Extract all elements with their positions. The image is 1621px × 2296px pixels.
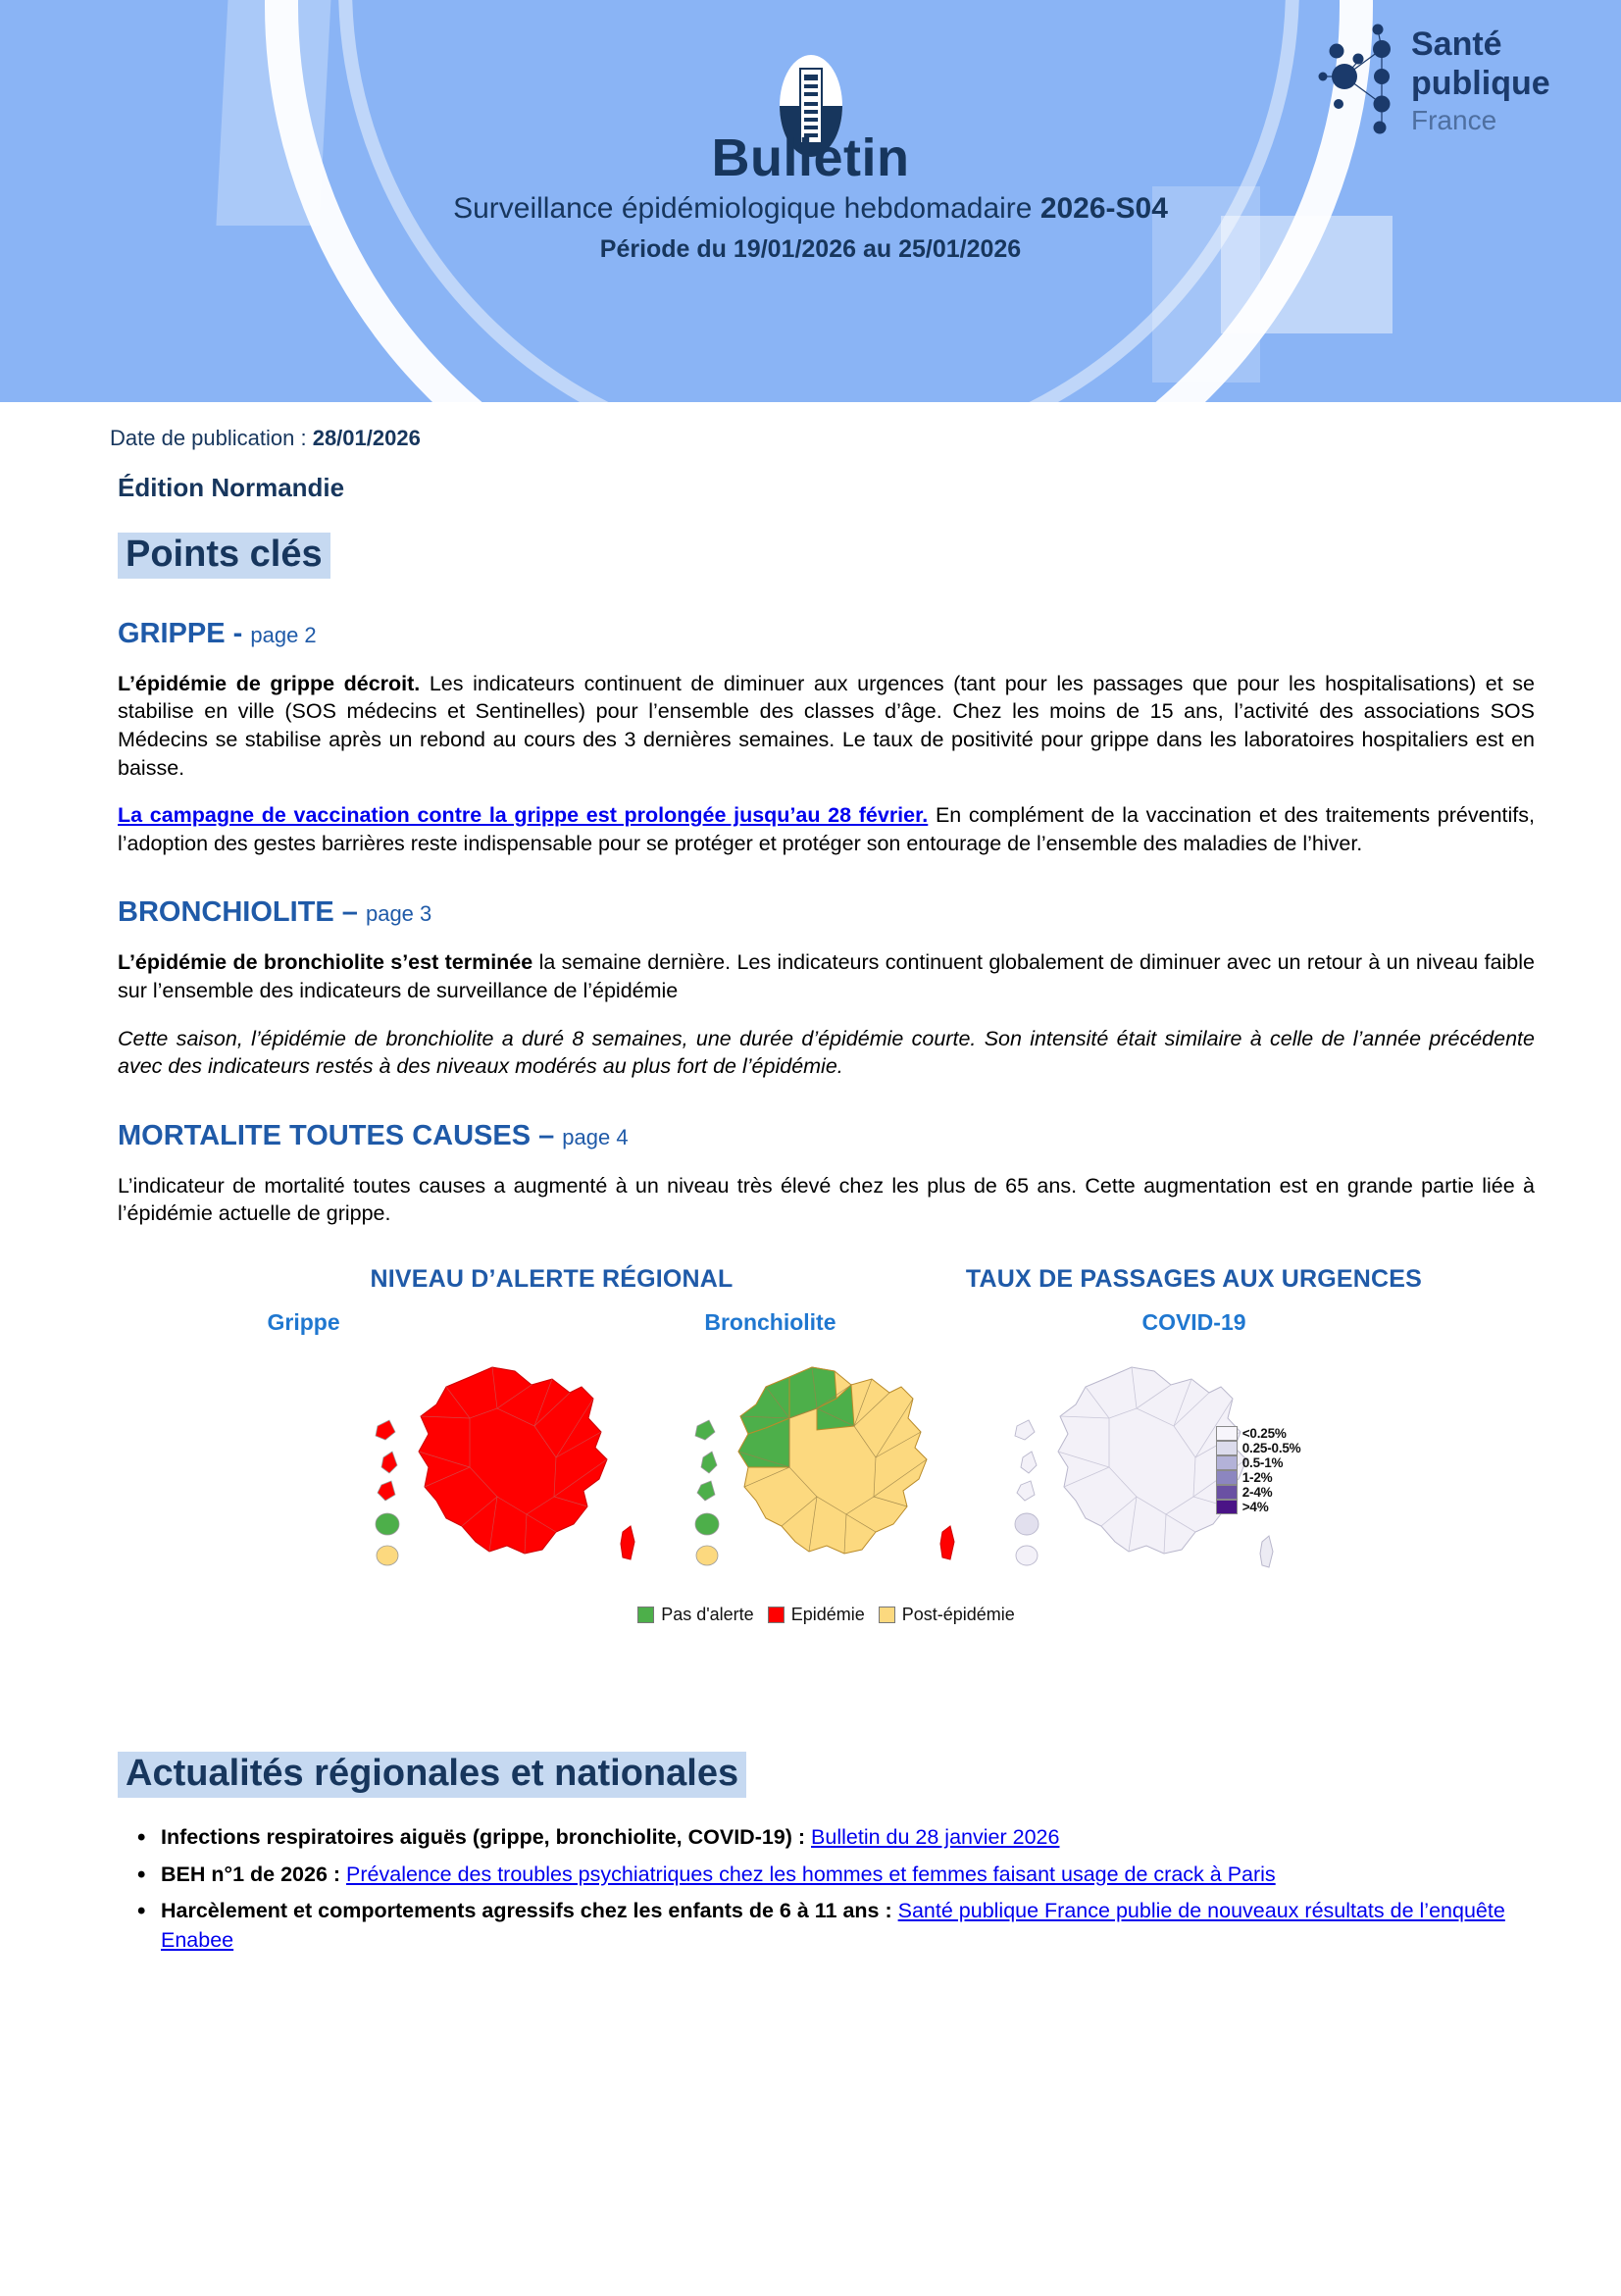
news-item-text: Infections respiratoires aiguës (grippe, bronchiolite, COVID-19) : <box>161 1824 812 1849</box>
bronchiolite-paragraph-2: Cette saison, l’épidémie de bronchiolite a duré 8 semaines, une durée d’épidémie courte. Son intensité était similaire à celle de l’année précédente avec des indicateurs restés à des niveaux modérés au plus fort de l’épidémie. <box>118 1026 1535 1079</box>
news-list <box>110 1823 1543 1956</box>
topic-heading-mortalite-label: MORTALITE TOUTES CAUSES – <box>118 1119 563 1151</box>
topic-heading-grippe-label: GRIPPE - <box>118 617 251 649</box>
maps-title-alert-block <box>228 1265 876 1336</box>
bulletin-subtitle <box>0 192 1621 226</box>
topic-heading-mortalite-page: page 4 <box>562 1124 629 1149</box>
bronchiolite-paragraph-1-lead: L’épidémie de bronchiolite s’est terminée <box>118 950 533 975</box>
list-item <box>110 1897 1543 1955</box>
alert-legend-item <box>637 1605 754 1625</box>
bulletin-period: Période du 19/01/2026 au 25/01/2026 <box>599 235 1022 263</box>
covid-legend-swatch <box>1216 1485 1238 1500</box>
covid-legend-label: 2-4% <box>1241 1485 1273 1501</box>
alert-legend-label: Post-épidémie <box>901 1605 1015 1625</box>
publication-date <box>110 426 1543 451</box>
maps-title-alert: NIVEAU D’ALERTE RÉGIONAL <box>370 1265 734 1294</box>
maps-subtitles-alert <box>228 1294 876 1336</box>
covid-legend-item <box>1216 1485 1301 1500</box>
list-item <box>110 1823 1543 1853</box>
covid-legend-swatch <box>1216 1470 1238 1485</box>
topic-heading-bronchiolite-label: BRONCHIOLITE – <box>118 896 366 929</box>
covid-legend-label: 1-2% <box>1241 1470 1273 1486</box>
vaccination-campaign-link[interactable]: La campagne de vaccination contre la grippe est prolongée jusqu’au 28 février. <box>118 803 929 828</box>
covid-legend-item <box>1216 1455 1301 1470</box>
maps-titles-row <box>110 1265 1543 1336</box>
news-item-link[interactable]: Bulletin du 28 janvier 2026 <box>811 1824 1060 1849</box>
maps-subtitle-grippe: Grippe <box>267 1309 340 1336</box>
topic-heading-grippe <box>118 618 1543 650</box>
alert-legend-swatch-red <box>768 1607 785 1623</box>
alert-legend-label: Epidémie <box>790 1605 865 1625</box>
topic-heading-bronchiolite <box>118 896 1543 929</box>
covid-legend-label: 0.25-0.5% <box>1241 1441 1301 1456</box>
alert-legend-swatch-green <box>637 1607 654 1623</box>
covid-legend-label: >4% <box>1241 1500 1269 1515</box>
map-bronchiolite <box>680 1350 974 1595</box>
covid-legend-swatch <box>1216 1426 1238 1441</box>
news-item-link[interactable]: Prévalence des troubles psychiatriques chez les hommes et femmes faisant usage de crack à Paris <box>346 1862 1276 1886</box>
map-covid <box>999 1350 1301 1595</box>
list-item <box>110 1861 1543 1890</box>
covid-legend-item <box>1216 1426 1301 1441</box>
covid-legend-item <box>1216 1500 1301 1514</box>
covid-legend-label: 0.5-1% <box>1241 1455 1284 1471</box>
header-band-right-decoration <box>1221 216 1393 333</box>
publication-date-value: 28/01/2026 <box>312 426 421 450</box>
covid-legend <box>1216 1426 1301 1514</box>
logo-text-france: France <box>1411 105 1497 135</box>
edition-label: Édition Normandie <box>118 473 345 502</box>
section-heading-actualites: Actualités régionales et nationales <box>118 1752 746 1798</box>
section-heading-points-cles: Points clés <box>118 533 330 579</box>
news-item-text: BEH n°1 de 2026 : <box>161 1862 347 1886</box>
covid-legend-swatch <box>1216 1500 1238 1514</box>
topic-heading-grippe-page: page 2 <box>250 622 317 647</box>
covid-legend-label: <0.25% <box>1241 1426 1287 1442</box>
covid-legend-swatch <box>1216 1441 1238 1455</box>
maps-title-urgences: TAUX DE PASSAGES AUX URGENCES <box>965 1265 1423 1294</box>
grippe-paragraph-2-body: En complément de la vaccination et des traitements préventifs, l’adoption des gestes barrières reste indispensable pour se protéger et protéger son entourage de l’ensemble des maladies de l’hiver. <box>118 803 1535 855</box>
maps-subtitle-bronchiolite: Bronchiolite <box>704 1309 836 1336</box>
news-item-text: Harcèlement et comportements agressifs chez les enfants de 6 à 11 ans : <box>161 1899 898 1923</box>
alert-legend-label: Pas d'alerte <box>661 1605 754 1625</box>
mortalite-paragraph-1: L’indicateur de mortalité toutes causes a augmenté à un niveau très élevé chez les plus de 65 ans. Cette augmentation est en grande partie liée à l’épidémie actuelle de grippe. <box>118 1173 1535 1226</box>
map-grippe <box>360 1350 654 1595</box>
news-item-link[interactable]: Santé publique France publie de nouveaux résultats de l’enquête Enabee <box>161 1899 1505 1952</box>
subtitle-week: 2026-S04 <box>1039 192 1168 225</box>
sante-publique-france-logo <box>1315 18 1580 140</box>
grippe-paragraph-1-lead: L’épidémie de grippe décroit. <box>118 671 421 695</box>
grippe-paragraph-2 <box>118 801 1535 857</box>
covid-legend-swatch <box>1216 1455 1238 1470</box>
covid-legend-item <box>1216 1470 1301 1485</box>
page-header <box>0 0 1621 402</box>
maps-subtitle-covid: COVID-19 <box>1141 1309 1246 1336</box>
covid-legend-item <box>1216 1441 1301 1455</box>
bronchiolite-paragraph-1 <box>118 948 1535 1004</box>
grippe-paragraph-1 <box>118 670 1535 782</box>
alert-legend-item <box>768 1605 865 1625</box>
page-content <box>0 426 1621 1956</box>
logo-text-sante: Santé <box>1411 26 1502 63</box>
bulletin-title: Bulletin <box>711 128 910 187</box>
alert-legend-item <box>879 1605 1015 1625</box>
bronchiolite-paragraph-1-body: la semaine dernière. Les indicateurs continuent globalement de diminuer avec un retour à un niveau faible sur l’ensemble des indicateurs de surveillance de l’épidémie <box>118 950 1535 1003</box>
maps-row <box>110 1350 1543 1595</box>
alert-legend-swatch-yellow <box>879 1607 895 1623</box>
alert-level-legend <box>110 1605 1543 1625</box>
grippe-paragraph-1-body: Les indicateurs continuent de diminuer aux urgences (tant pour les passages que pour les hospitalisations) et se stabilise en ville (SOS médecins et Sentinelles) pour l’ensemble des classes d’âge. Chez les moins de 15 ans, l’activité des associations SOS Médecins se stabilise après un rebond au cours des 3 dernières semaines. Le taux de positivité pour grippe dans les laboratoires hospitaliers est en baisse. <box>118 671 1535 780</box>
maps-title-urgences-block <box>964 1265 1425 1336</box>
topic-heading-bronchiolite-page: page 3 <box>365 901 432 927</box>
subtitle-plain: Surveillance épidémiologique hebdomadaire <box>453 192 1040 225</box>
topic-heading-mortalite <box>118 1120 1543 1152</box>
maps-section <box>110 1265 1543 1746</box>
logo-text-publique: publique <box>1411 65 1550 102</box>
publication-date-label: Date de publication : <box>110 426 313 450</box>
